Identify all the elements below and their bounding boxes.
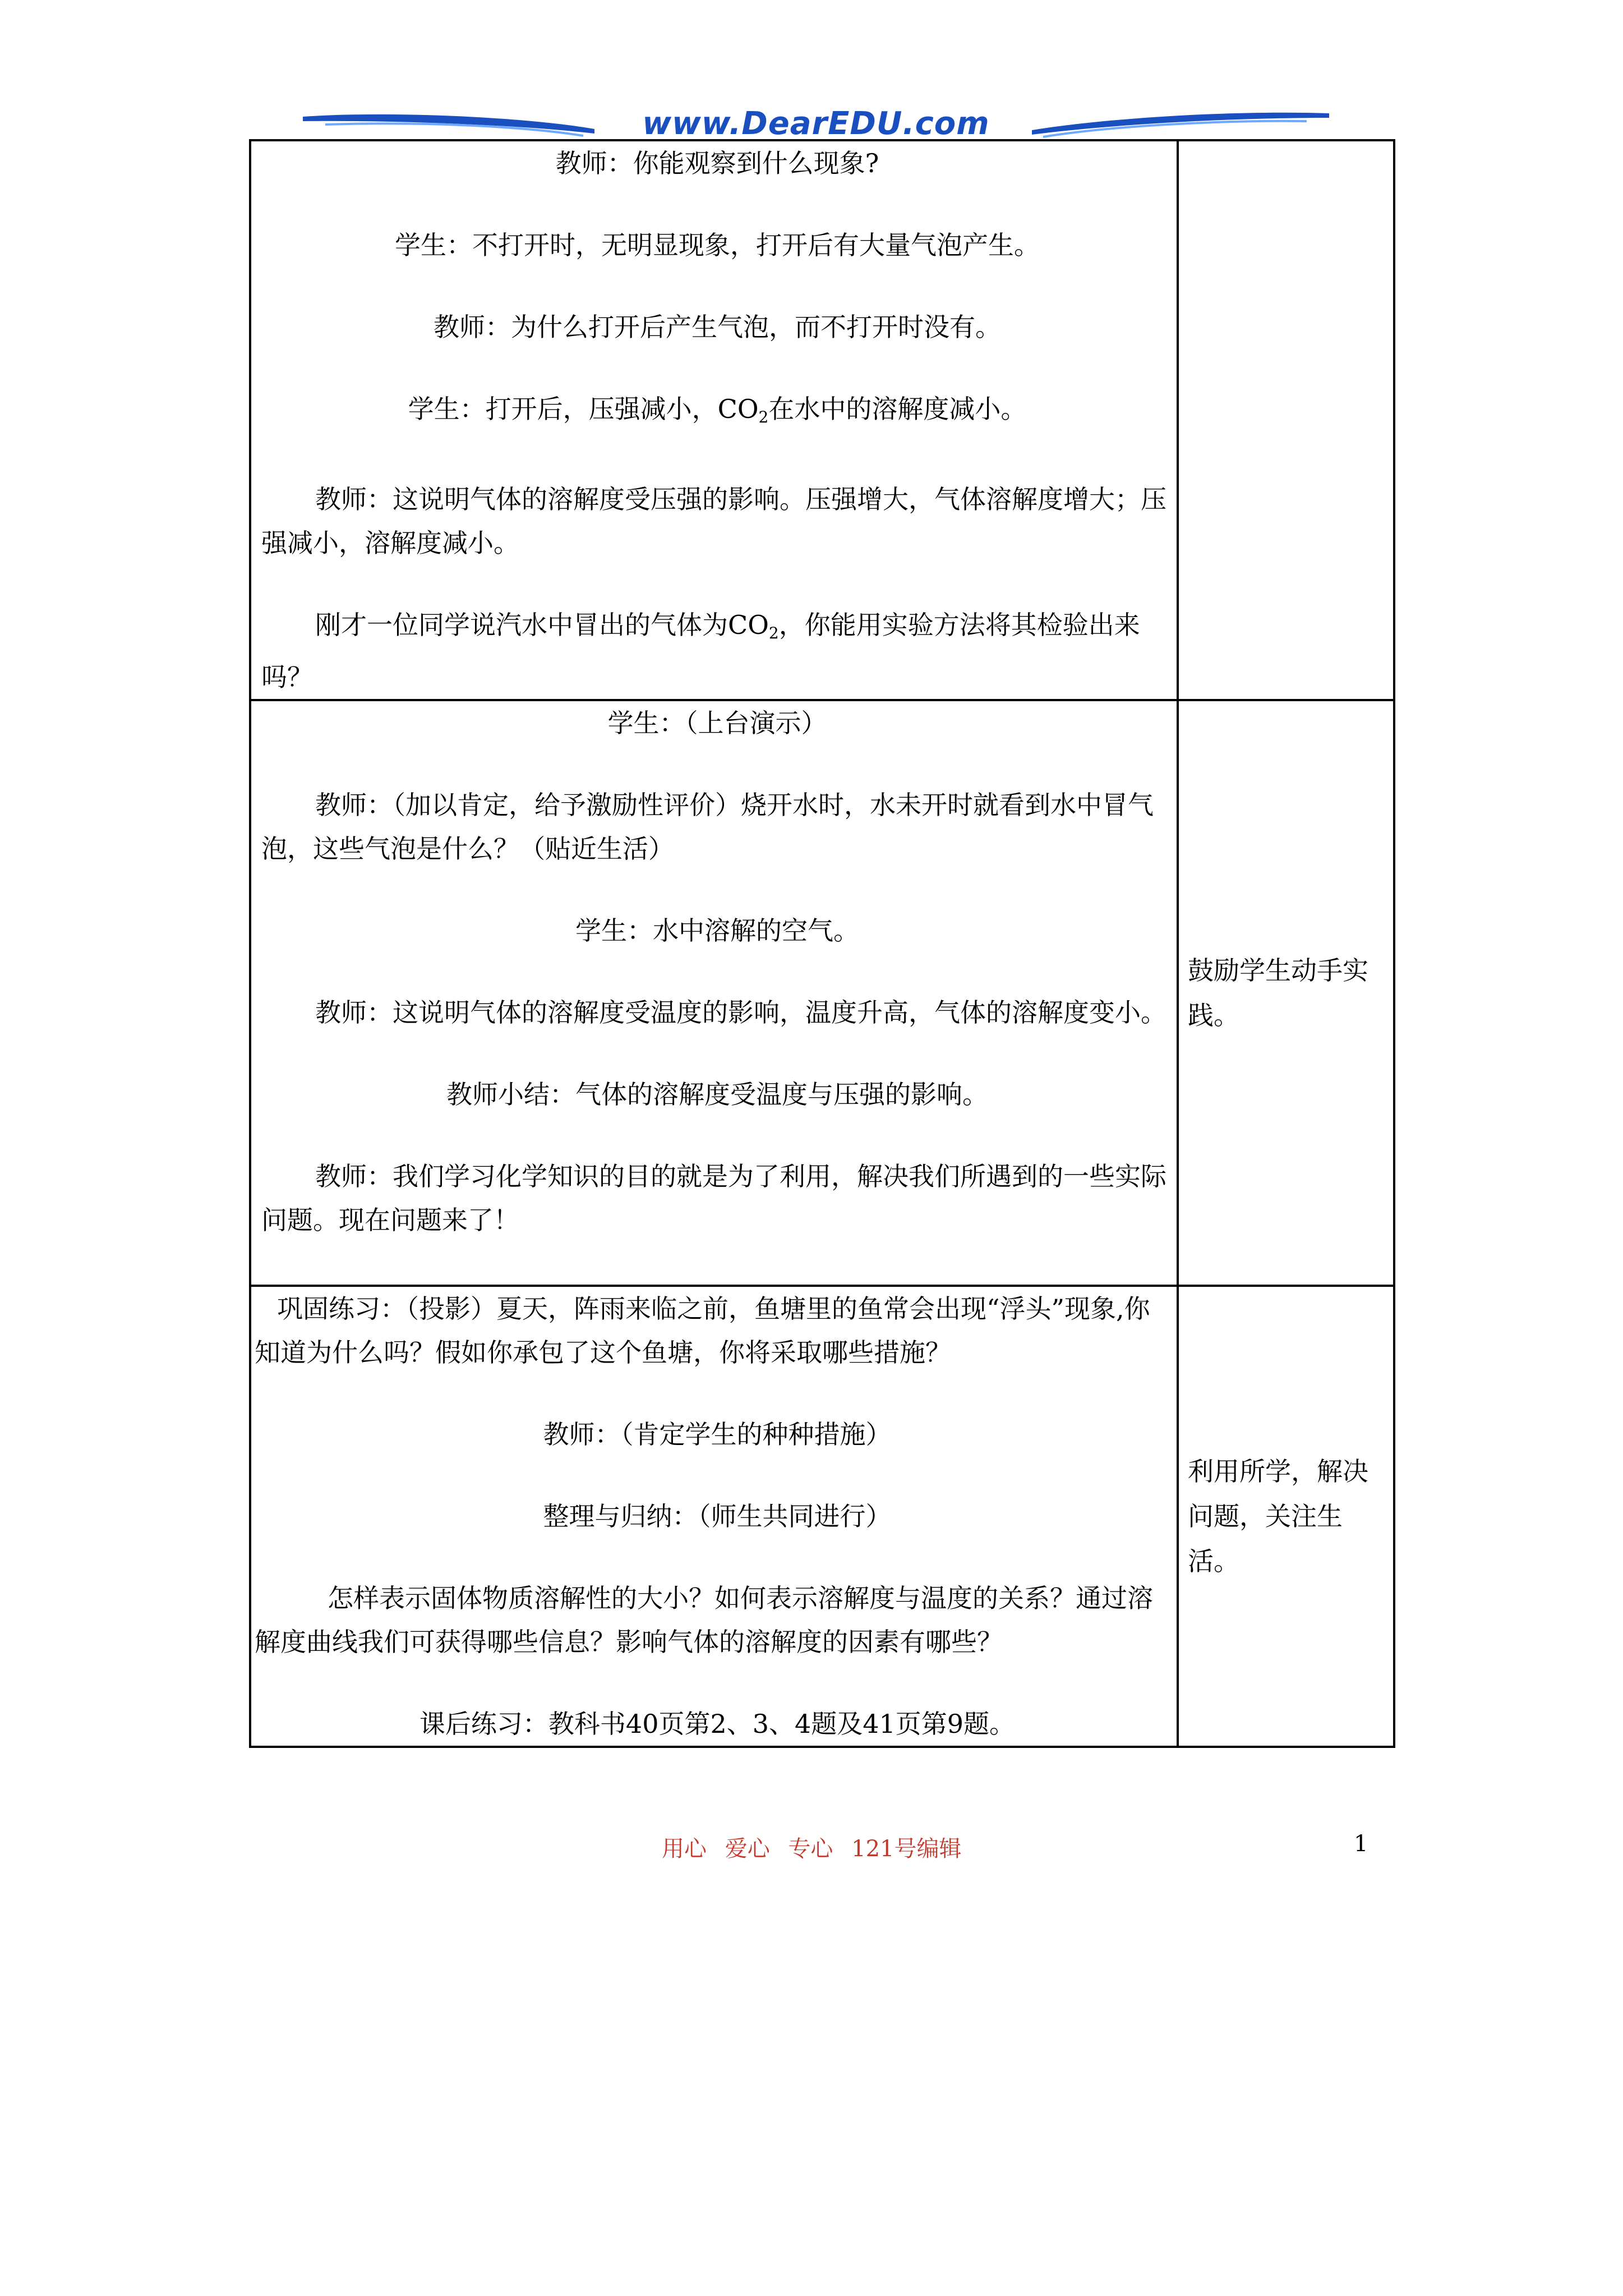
design-note-cell	[1178, 1286, 1394, 1747]
dialogue-line: 教师：这说明气体的溶解度受压强的影响。压强增大，气体溶解度增大；压强减小，溶解度减小。	[261, 484, 1166, 558]
dialogue-line: 教师：为什么打开后产生气泡，而不打开时没有。	[434, 312, 1001, 342]
site-logo-banner	[303, 104, 1329, 144]
lesson-table	[249, 139, 1395, 1748]
dialogue-line: 学生：（上台演示）	[607, 708, 827, 738]
design-note-cell	[1178, 700, 1394, 1286]
lesson-content-cell	[250, 700, 1178, 1286]
footer-text: 用心 爱心 专心 121号编辑	[662, 1836, 962, 1862]
dialogue-line: 学生：不打开时，无明显现象，打开后有大量气泡产生。	[395, 230, 1040, 260]
logo-text: www.DearEDU.com	[642, 105, 990, 142]
dialogue-line: 教师：我们学习化学知识的目的就是为了利用，解决我们所遇到的一些实际问题。现在问题来了！	[261, 1161, 1166, 1235]
design-note: 鼓励学生动手实践。	[1188, 955, 1368, 1030]
homework-text: 课后练习：教科书40页第2、3、4题及41页第9题。	[419, 1709, 1016, 1739]
design-note: 利用所学，解决问题，关注生活。	[1188, 1456, 1368, 1576]
lesson-content-cell	[250, 1286, 1178, 1747]
dialogue-line: 教师：（肯定学生的种种措施）	[543, 1419, 892, 1450]
summary-questions: 怎样表示固体物质溶解性的大小？如何表示溶解度与温度的关系？通过溶解度曲线我们可获得哪些信息？影响气体的溶解度的因素有哪些？	[255, 1583, 1153, 1657]
dialogue-line: 教师：（加以肯定，给予激励性评价）烧开水时，水未开时就看到水中冒气泡，这些气泡是什么？（贴近生活）	[261, 790, 1154, 864]
summary-heading: 整理与归纳：（师生共同进行）	[543, 1501, 892, 1531]
dialogue-line: 学生：打开后，压强减小，$CO_2$在水中的溶解度减小。	[408, 394, 1027, 426]
dialogue-line: 教师小结：气体的溶解度受温度与压强的影响。	[446, 1079, 988, 1110]
dialogue-line: 教师：这说明气体的溶解度受温度的影响，温度升高，气体的溶解度变小。	[315, 997, 1166, 1028]
dialogue-line: 教师：你能观察到什么现象?	[555, 148, 879, 178]
lesson-content-cell	[250, 140, 1178, 700]
table-row	[250, 1286, 1394, 1747]
table-row	[250, 140, 1394, 700]
dialogue-line: 学生：水中溶解的空气。	[575, 915, 859, 946]
dialogue-line: 刚才一位同学说汽水中冒出的气体为$CO_2$，你能用实验方法将其检验出来吗？	[261, 610, 1140, 692]
design-note-cell	[1178, 140, 1394, 700]
exercise-text: 巩固练习：（投影）夏天，阵雨来临之前，鱼塘里的鱼常会出现“浮头”现象,你知道为什么吗？假如你承包了这个鱼塘，你将采取哪些措施？	[255, 1294, 1150, 1368]
table-row	[250, 700, 1394, 1286]
page-number: 1	[1354, 1831, 1368, 1857]
